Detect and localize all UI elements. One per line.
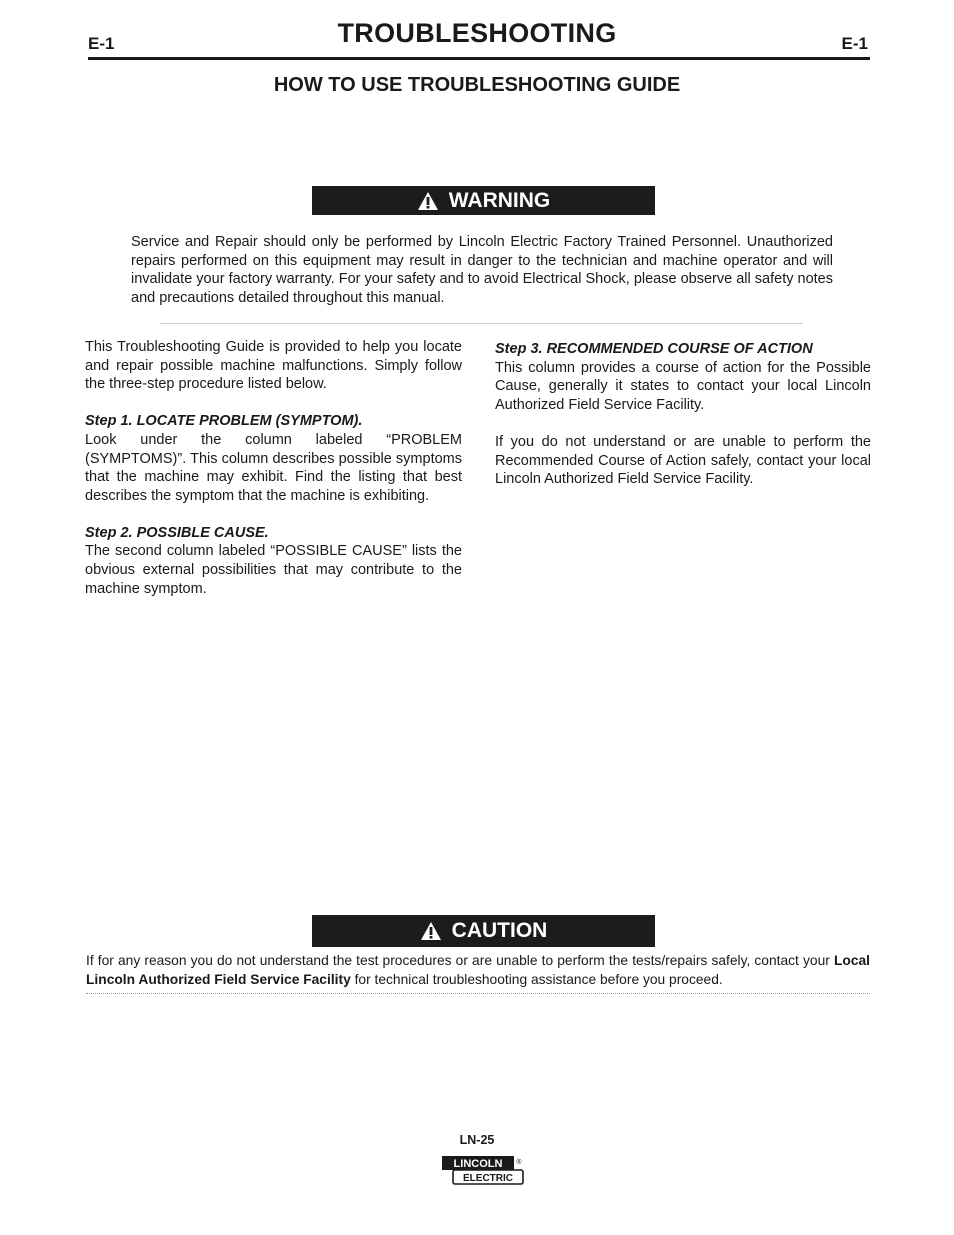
svg-text:LINCOLN: LINCOLN [453, 1158, 503, 1170]
note-paragraph: If you do not understand or are unable to perform the Recommended Course of Action safely, contact your local Lincoln Authorized Field Service Facility. [495, 433, 871, 488]
page-code-right: E-1 [841, 34, 868, 53]
step1-text: Look under the column labeled “PROBLEM (SYMPTOMS)”. This column describes possible symptoms that the machine may exhibit. Find the listing that best describes the symptom that the machine is exhibiting. [85, 431, 462, 504]
step1-heading: Step 1. LOCATE PROBLEM (SYMPTOM). [85, 413, 363, 430]
caution-label: CAUTION [451, 919, 548, 942]
right-column [495, 340, 871, 507]
page-title: TROUBLESHOOTING [337, 18, 617, 48]
warning-triangle-icon [417, 191, 439, 211]
step3-heading: Step 3. RECOMMENDED COURSE OF ACTION [495, 341, 813, 357]
step3-text: This column provides a course of action for the Possible Cause, generally it states to contact your local Lincoln Authorized Field Service Facility. [495, 359, 871, 414]
caution-text [86, 951, 870, 989]
step1-block [85, 412, 462, 506]
step3-block [495, 340, 871, 415]
header-rule [88, 57, 870, 60]
svg-text:®: ® [516, 1159, 522, 1166]
warning-divider [160, 323, 803, 324]
caution-text-before: If for any reason you do not understand the test procedures or are unable to perform the tests/repairs safely, contact your [86, 953, 834, 968]
section-subtitle: HOW TO USE TROUBLESHOOTING GUIDE [273, 74, 681, 96]
caution-text-bold: Local Lincoln Authorized Field Service Facility [86, 953, 870, 987]
svg-text:ELECTRIC: ELECTRIC [463, 1173, 513, 1184]
step2-block [85, 524, 462, 599]
model-label: LN-25 [459, 1133, 495, 1147]
caution-divider [86, 993, 870, 994]
warning-label: WARNING [448, 188, 551, 212]
step2-text: The second column labeled “POSSIBLE CAUSE” lists the obvious external possibilities that may contribute to the machine symptom. [85, 543, 462, 597]
warning-triangle-icon [420, 921, 442, 941]
step2-heading: Step 2. POSSIBLE CAUSE. [85, 524, 269, 541]
lincoln-electric-logo [441, 1155, 527, 1192]
warning-text: Service and Repair should only be performed by Lincoln Electric Factory Trained Personnel. Unauthorized repairs performed on this equipment may result in danger to the technician and machine operator and will invalidate your factory warranty. For your safety and to avoid Electrical Shock, please observe all safety notes and precautions detailed throughout this manual. [131, 234, 833, 307]
intro-paragraph: This Troubleshooting Guide is provided to help you locate and repair possible machine malfunctions. Simply follow the three-step procedure listed below. [85, 339, 462, 393]
left-column [85, 338, 462, 616]
caution-banner [312, 915, 655, 947]
caution-text-after: for technical troubleshooting assistance before you proceed. [350, 972, 723, 987]
page-code-left: E-1 [88, 34, 115, 53]
warning-banner [312, 186, 655, 215]
